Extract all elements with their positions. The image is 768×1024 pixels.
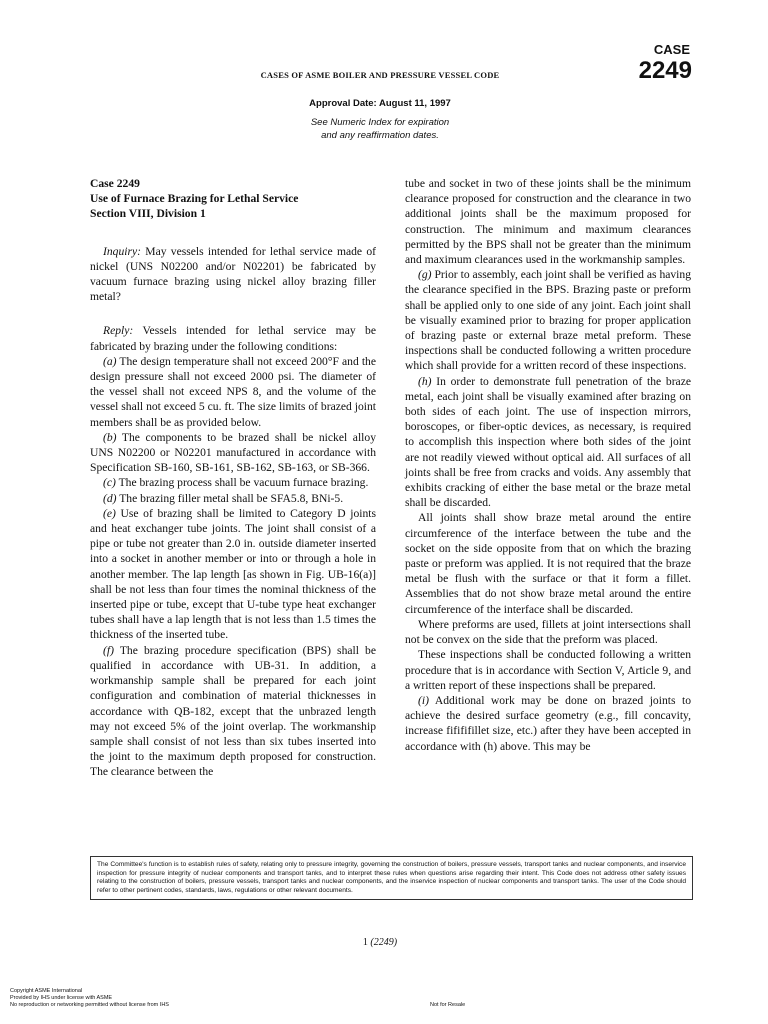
reply-paragraph [90,323,376,353]
clause-d [90,491,376,506]
clause-g [405,267,691,373]
clause-a-lead: (a) [103,354,117,368]
clause-e [90,506,376,643]
copyright-line3: No reproduction or networking permitted without license from IHS [10,1002,169,1008]
clause-f-text: The brazing procedure specification (BPS) shall be qualified in accordance with UB-31. In addition, a workmanship sample shall be prepared for each joint configuration and combination of material thicknesses in accordance with QB-182, except that the unbrazed length may not exceed 5% of the joint overlap. The workmanship sample shall consist of not less than six tubes inserted into the joint to the maximum depth proposed for construction. The clearance between the [90,643,376,779]
page-number [330,937,430,948]
clause-f-continued-text: tube and socket in two of these joints shall be the minimum clearance proposed for construction and the clearance in two additional joints shall be the maximum proposed for construction. The minimum and maximum clearances permitted by the BPS shall not be greater than the minimum and maximum clearances used in the workmanship samples. [405,177,691,267]
right-column [405,176,691,754]
approval-date: Approval Date: August 11, 1997 [309,98,451,109]
case-number: 2249 [638,57,692,84]
left-column [90,176,376,780]
running-head: CASES OF ASME BOILER AND PRESSURE VESSEL CODE [260,70,500,80]
clause-e-text: Use of brazing shall be limited to Category D joints and heat exchanger tube joints. The joint shall consist of a pipe or tube not greater than 2.0 in. outside diameter inserted into a socket in another member or into or through a hole in another member. The lap length [as shown in Fig. UB-16(a)] shall be not less than four times the nominal thickness of the inserted pipe or tube, except that U-tube type heat exchanger tubes shall have a lap length that is not less than 1.5 times the thickness of the inserted tube. [90,506,376,642]
inquiry-lead: Inquiry: [103,244,141,258]
page-number-value: 1 [362,937,368,948]
clause-f-lead: (f) [103,643,114,657]
clause-d-text: The brazing filler metal shall be SFA5.8, BNi-5. [116,491,344,505]
clause-b-text: The components to be brazed shall be nickel alloy UNS N02200 or N02201 manufactured in accordance with Specification SB-160, SB-161, SB-162, SB-163, or SB-366. [90,430,376,475]
clause-c-text: The brazing process shall be vacuum furnace brazing. [115,476,369,490]
clause-c [90,475,376,490]
clause-h-lead: (h) [418,374,432,388]
committee-notice: The Committee's function is to establish rules of safety, relating only to pressure integrity, governing the construction of boilers, pressure vessels, transport tanks and nuclear components, and inservice inspection for pressure integrity of nuclear components and transport tanks, and to interpret these rules when questions arise regarding their intent. This Code does not address other safety issues relating to the construction of boilers, pressure vessels, transport tanks and nuclear components, and the inservice inspection of nuclear components and transport tanks. The user of the Code should refer to other pertinent codes, standards, laws, regulations or other relevant documents. [90,856,693,900]
reply-text: Vessels intended for lethal service may be fabricated by brazing under the following conditions: [90,324,376,353]
case-title-line1: Case 2249 [90,177,140,190]
clause-e-lead: (e) [103,506,116,520]
clause-a [90,354,376,430]
case-label: CASE [653,42,690,57]
clause-i [405,693,691,754]
clause-h-text: In order to demonstrate full penetration of the braze metal, each joint shall be visually examined after brazing on both sides of each joint. The use of inspection mirrors, boroscopes, or fiber-optic devices, as necessary, is required to accomplish this inspection where both sides of the joint are not readily viewed without optical aid. All surfaces of all joints shall be free from cracks and voids. Any assembly that exhibits cracking of either the base metal or the braze metal shall be discarded. [405,374,691,510]
preforms-paragraph: Where preforms are used, fillets at joint intersections shall not be convex on the side that the preform was placed. [405,617,691,647]
page-case-ref: (2249) [370,937,398,948]
clause-d-lead: (d) [103,491,117,505]
clause-f [90,643,376,780]
all-joints-paragraph: All joints shall show braze metal around the entire circumference of the interface between the tube and the socket on the side opposite from that on which the brazing paste or preform was applied. It is not required that the braze metal be flush with the surface or that it form a fillet. Assemblies that do not show braze metal around the entire circumference of the interface shall be discarded. [405,511,691,616]
clause-f-continued [405,176,691,267]
clause-g-text: Prior to assembly, each joint shall be verified as having the clearance specified in the BPS. Brazing paste or preform shall be applied only to one side of any joint. Each joint shall be visually examined prior to brazing for proper application of brazing paste or external braze metal preform. These inspections shall be conducted following a written procedure which shall provide for a written record of these inspections. [405,268,691,373]
copyright-block [10,988,169,1009]
clause-g-lead: (g) [418,268,432,282]
copyright-line2: Provided by IHS under license with ASME [10,995,113,1001]
case-title-line3: Section VIII, Division 1 [90,207,206,221]
clause-b [90,430,376,476]
reply-lead: Reply: [103,324,134,338]
clause-a-text: The design temperature shall not exceed 200°F and the design pressure shall not exceed 2000 psi. The diameter of the vessel shall not exceed NPS 8, and the volume of the vessel shall not exceed 5 cu. ft. The size limits of brazed joint members shall be as provided below. [90,354,376,429]
clause-h [405,374,691,511]
inquiry-paragraph [90,244,376,305]
clause-c-lead: (c) [103,476,116,490]
clause-i-lead: (i) [418,693,429,707]
inspections-paragraph: These inspections shall be conducted following a written procedure that is in accordance with Section V, Article 9, and a written report of these inspections shall be prepared. [405,648,691,692]
clause-b-lead: (b) [103,430,117,444]
copyright-line1: Copyright ASME International [10,988,83,994]
inquiry-text: May vessels intended for lethal service made of nickel (UNS N02200 and/or N02201) be fabricated by vacuum furnace brazing using nickel alloy brazing filler metal? [90,244,376,304]
expiration-note-line2: and any reaffirmation dates. [321,130,439,141]
case-title-line2: Use of Furnace Brazing for Lethal Service [90,192,299,206]
expiration-note-line1: See Numeric Index for expiration [310,117,450,128]
clause-i-text: Additional work may be done on brazed joints to achieve the desired surface geometry (e.g., fill concavity, increase fifififillet size, etc.) after they have been accepted in accordance with (h) above. This may be [405,693,691,753]
not-for-resale: Not for Resale [430,1002,466,1008]
